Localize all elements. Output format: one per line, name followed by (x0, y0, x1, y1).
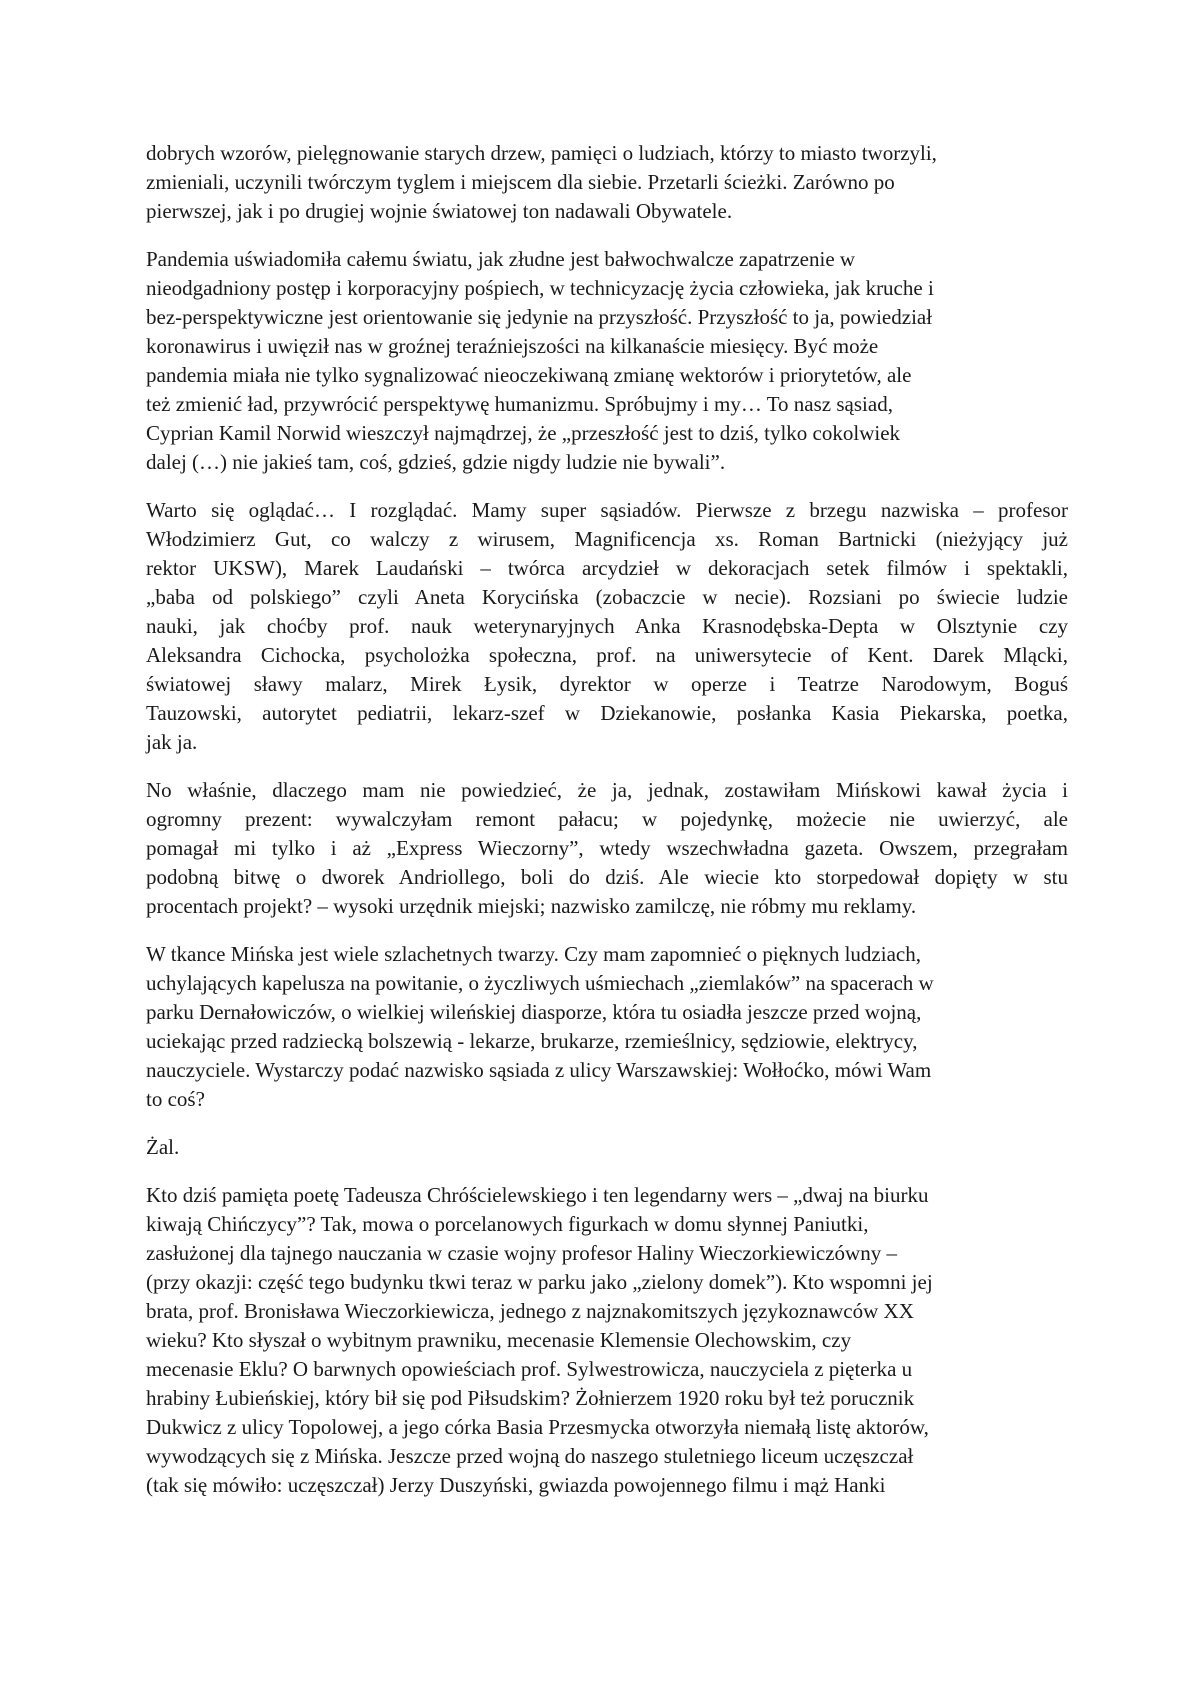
text-line: uciekając przed radziecką bolszewią - lekarze, brukarze, rzemieślnicy, sędziowie, elektrycy, (146, 1029, 918, 1053)
text-line: koronawirus i uwięził nas w groźnej teraźniejszości na kilkanaście miesięcy. Być może (146, 334, 879, 358)
text-line: W tkance Mińska jest wiele szlachetnych twarzy. Czy mam zapomnieć o pięknych ludziach, (146, 942, 921, 966)
text-line: wywodzących się z Mińska. Jeszcze przed wojną do naszego stuletniego liceum uczęszczał (146, 1444, 914, 1468)
text-line: (przy okazji: część tego budynku tkwi teraz w parku jako „zielony domek”). Kto wspomni jej (146, 1270, 933, 1294)
text-line: hrabiny Łubieńskiej, który bił się pod Piłsudskim? Żołnierzem 1920 roku był też porucznik (146, 1386, 915, 1410)
paragraph (146, 139, 1068, 226)
text-line: dobrych wzorów, pielęgnowanie starych drzew, pamięci o ludziach, którzy to miasto tworzyli, (146, 141, 937, 165)
text-line: jak ja. (146, 730, 198, 754)
text-line: zasłużonej dla tajnego nauczania w czasie wojny profesor Haliny Wieczorkiewiczówny – (146, 1241, 897, 1265)
text-line: Warto się oglądać… I rozglądać. Mamy super sąsiadów. Pierwsze z brzegu nazwiska – profesor (146, 498, 1068, 522)
text-line: kiwają Chińczycy”? Tak, mowa o porcelanowych figurkach w domu słynnej Paniutki, (146, 1212, 869, 1236)
text-line: podobną bitwę o dworek Andriollego, boli do dziś. Ale wiecie kto storpedował dopięty w stu (146, 865, 1068, 889)
text-line: Cyprian Kamil Norwid wieszczył najmądrzej, że „przeszłość jest to dziś, tylko cokolwiek (146, 421, 901, 445)
paragraph (146, 496, 1068, 757)
text-line: wieku? Kto słyszał o wybitnym prawniku, mecenasie Klemensie Olechowskim, czy (146, 1328, 852, 1352)
text-line: „baba od polskiego” czyli Aneta Korycińska (zobaczcie w necie). Rozsiani po świecie ludzie (146, 585, 1068, 609)
paragraph (146, 940, 1068, 1114)
text-line: Pandemia uświadomiła całemu światu, jak złudne jest bałwochwalcze zapatrzenie w (146, 247, 856, 271)
text-line: to coś? (146, 1087, 205, 1111)
text-line: brata, prof. Bronisława Wieczorkiewicza, jednego z najznakomitszych językoznawców XX (146, 1299, 914, 1323)
text-line: ogromny prezent: wywalczyłam remont pałacu; w pojedynkę, możecie nie uwierzyć, ale (146, 807, 1068, 831)
text-line: Kto dziś pamięta poetę Tadeusza Chróścielewskiego i ten legendarny wers – „dwaj na biurku (146, 1183, 929, 1207)
text-line: Aleksandra Cichocka, psycholożka społeczna, prof. na uniwersytecie of Kent. Darek Mlącki, (146, 643, 1068, 667)
text-line: Włodzimierz Gut, co walczy z wirusem, Magnificencja xs. Roman Bartnicki (nieżyjący już (146, 527, 1068, 551)
text-line: Tauzowski, autorytet pediatrii, lekarz-szef w Dziekanowie, posłanka Kasia Piekarska, poetka, (146, 701, 1068, 725)
text-line: No właśnie, dlaczego mam nie powiedzieć, że ja, jednak, zostawiłam Mińskowi kawał życia i (146, 778, 1068, 802)
paragraph (146, 245, 1068, 477)
text-line: też zmienić ład, przywrócić perspektywę humanizmu. Spróbujmy i my… To nasz sąsiad, (146, 392, 893, 416)
text-line: pandemia miała nie tylko sygnalizować nieoczekiwaną zmianę wektorów i priorytetów, ale (146, 363, 912, 387)
paragraph (146, 1181, 1068, 1500)
text-line: rektor UKSW), Marek Laudański – twórca arcydzieł w dekoracjach setek filmów i spektakli, (146, 556, 1068, 580)
text-line: mecenasie Eklu? O barwnych opowieściach prof. Sylwestrowicza, nauczyciela z pięterka u (146, 1357, 913, 1381)
text-line: pomagał mi tylko i aż „Express Wieczorny”, wtedy wszechwładna gazeta. Owszem, przegrałam (146, 836, 1068, 860)
text-line: Żal. (146, 1135, 180, 1159)
text-line: Dukwicz z ulicy Topolowej, a jego córka Basia Przesmycka otworzyła niemałą listę aktorów, (146, 1415, 929, 1439)
text-line: światowej sławy malarz, Mirek Łysik, dyrektor w operze i Teatrze Narodowym, Boguś (146, 672, 1068, 696)
text-line: uchylających kapelusza na powitanie, o życzliwych uśmiechach „ziemlaków” na spacerach w (146, 971, 934, 995)
paragraph (146, 776, 1068, 921)
text-line: (tak się mówiło: uczęszczał) Jerzy Duszyński, gwiazda powojennego filmu i mąż Hanki (146, 1473, 886, 1497)
text-line: pierwszej, jak i po drugiej wojnie światowej ton nadawali Obywatele. (146, 199, 733, 223)
text-line: procentach projekt? – wysoki urzędnik miejski; nazwisko zamilczę, nie róbmy mu reklamy. (146, 894, 917, 918)
text-line: dalej (…) nie jakieś tam, coś, gdzieś, gdzie nigdy ludzie nie bywali”. (146, 450, 726, 474)
text-line: nauki, jak choćby prof. nauk weterynaryjnych Anka Krasnodębska-Depta w Olsztynie czy (146, 614, 1068, 638)
paragraph (146, 1133, 1068, 1162)
text-line: zmieniali, uczynili twórczym tyglem i miejscem dla siebie. Przetarli ścieżki. Zarówno po (146, 170, 895, 194)
text-line: bez-perspektywiczne jest orientowanie się jedynie na przyszłość. Przyszłość to ja, powiedział (146, 305, 933, 329)
body-text (146, 139, 1068, 1519)
text-line: parku Dernałowiczów, o wielkiej wileńskiej diasporze, która tu osiadła jeszcze przed wojną, (146, 1000, 922, 1024)
text-line: nauczyciele. Wystarczy podać nazwisko sąsiada z ulicy Warszawskiej: Wołłoćko, mówi Wam (146, 1058, 932, 1082)
text-line: nieodgadniony postęp i korporacyjny pośpiech, w technicyzację życia człowieka, jak kruche i (146, 276, 934, 300)
